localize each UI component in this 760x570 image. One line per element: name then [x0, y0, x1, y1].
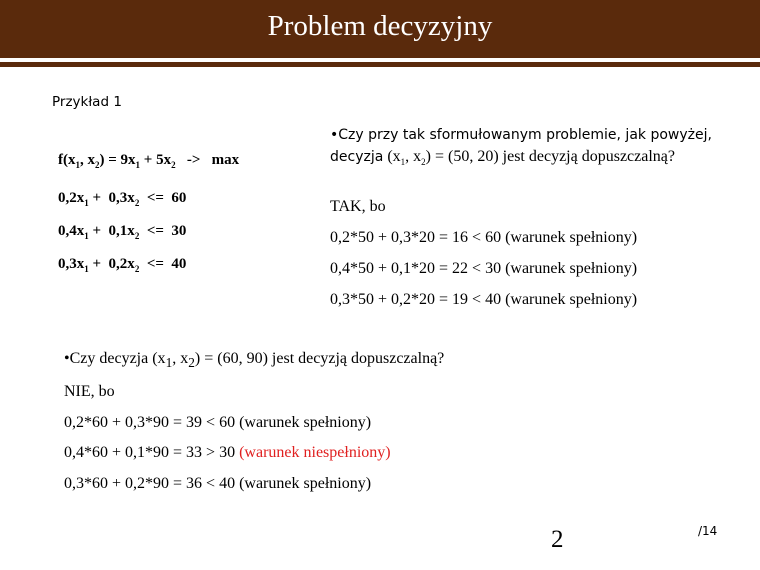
answer-2: NIE, bo — [64, 383, 115, 400]
constraint-1: $0,2x_1 + 0,3x_2 <= 60$ — [58, 190, 187, 208]
answer-1: TAK, bo — [330, 198, 386, 215]
page-total: /14 — [698, 524, 718, 538]
page-number: 2 — [551, 526, 564, 553]
question-2: •Czy decyzja ($x_1$, $x_2) = (60$, 90) jest decyzją dopuszczalną? — [64, 350, 445, 371]
check-2-line-2: 0,4*60 + 0,1*90 = 33 > 30 (warunek niespełniony) — [64, 444, 391, 461]
question-1: •Czy przy tak sformułowanym problemie, jak powyżej, decyzja ($x_1$, $x_2) = (50$, 20) jest decyzją dopuszczalną? — [330, 127, 712, 168]
example-label: Przykład 1 — [52, 94, 122, 110]
objective-function: $f(x_1$, $x_2) = 9x_1 + 5x_2 -> \max$ — [58, 152, 240, 170]
check-1-line-2: 0,4*50 + 0,1*20 = 22 < 30 (warunek spełniony) — [330, 260, 638, 277]
slide-title: Problem decyzyjny — [267, 10, 493, 42]
header-divider — [0, 62, 760, 67]
check-1-line-3: 0,3*50 + 0,2*20 = 19 < 40 (warunek spełniony) — [330, 291, 638, 308]
check-2-line-3: 0,3*60 + 0,2*90 = 36 < 40 (warunek spełniony) — [64, 475, 372, 492]
constraint-3: $0,3x_1 + 0,2x_2 <= 40$ — [58, 256, 187, 274]
check-1-line-1: 0,2*50 + 0,3*20 = 16 < 60 (warunek spełniony) — [330, 229, 638, 246]
unsatisfied-highlight: (warunek niespełniony) — [239, 444, 391, 461]
check-2-line-1: 0,2*60 + 0,3*90 = 39 < 60 (warunek spełniony) — [64, 414, 372, 431]
constraint-2: $0,4x_1 + 0,1x_2 <= 30$ — [58, 223, 187, 241]
